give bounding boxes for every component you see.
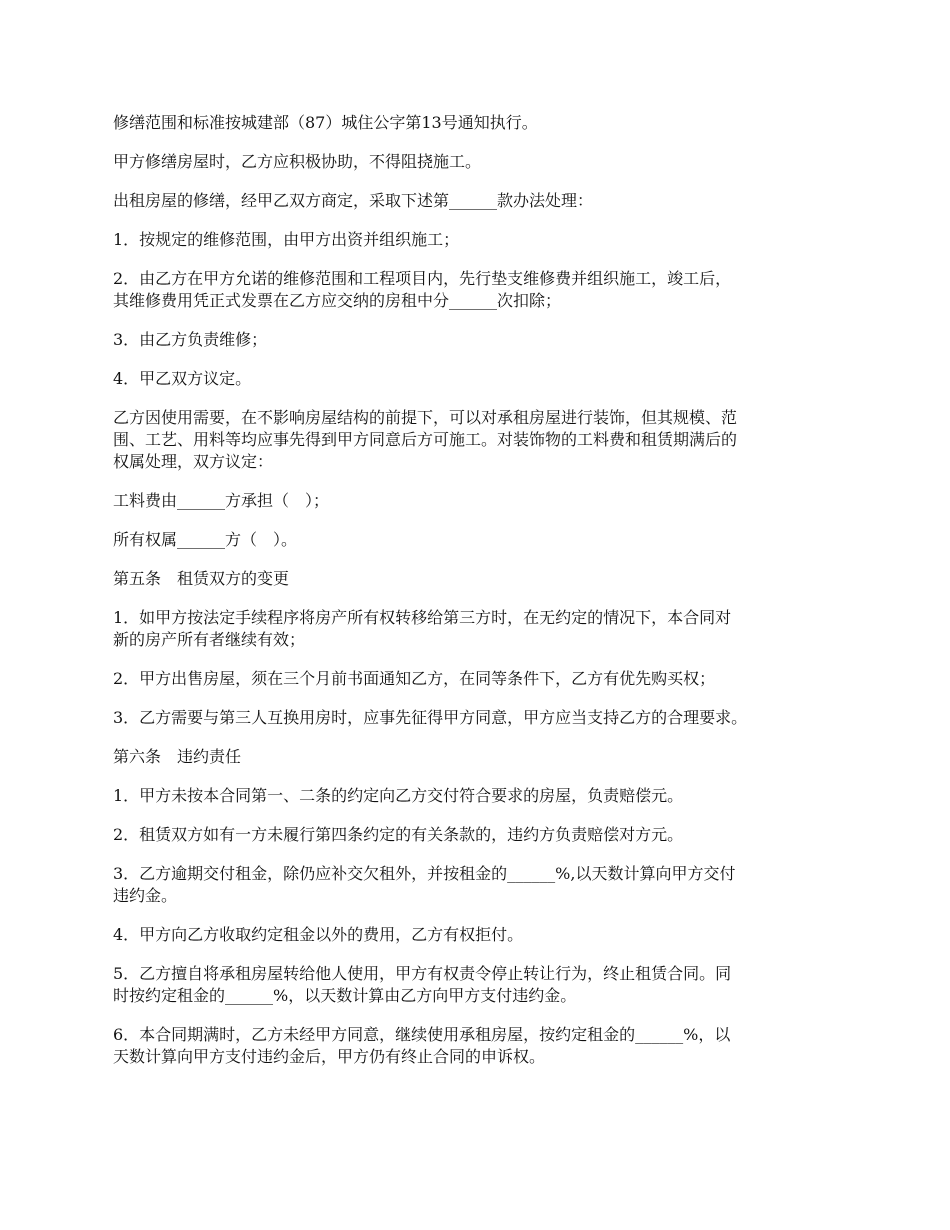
text-line: 3．由乙方负责维修；: [113, 330, 268, 349]
paragraph: [113, 707, 843, 729]
text-line: 围、工艺、用料等均应事先得到甲方同意后方可施工。对装饰物的工料费和租赁期满后的: [113, 430, 738, 449]
paragraph: [113, 368, 843, 390]
paragraph: [113, 746, 843, 768]
text-line: 6．本合同期满时，乙方未经甲方同意，继续使用承租房屋，按约定租金的______%，以: [113, 1025, 731, 1044]
text-line: 甲方修缮房屋时，乙方应积极协助，不得阻挠施工。: [113, 152, 482, 171]
paragraph: [113, 229, 843, 251]
paragraph: [113, 407, 843, 473]
paragraph: [113, 329, 843, 351]
paragraph: [113, 1024, 843, 1068]
text-line: 3．乙方逾期交付租金，除仍应补交欠租外，并按租金的______%,以天数计算向甲方交付: [113, 864, 736, 883]
text-line: 4．甲方向乙方收取约定租金以外的费用，乙方有权拒付。: [113, 925, 524, 944]
paragraph: [113, 607, 843, 651]
text-line: 1．如甲方按法定手续程序将房产所有权转移给第三方时，在无约定的情况下，本合同对: [113, 608, 732, 627]
paragraph: [113, 568, 843, 590]
paragraph: [113, 785, 843, 807]
text-line: 2．租赁双方如有一方未履行第四条约定的有关条款的，违约方负责赔偿对方元。: [113, 825, 684, 844]
text-line: 4．甲乙双方议定。: [113, 369, 252, 388]
paragraph: [113, 924, 843, 946]
text-line: 出租房屋的修缮，经甲乙双方商定，采取下述第______款办法处理：: [113, 191, 594, 210]
paragraph: [113, 268, 843, 312]
text-line: 1．按规定的维修范围，由甲方出资并组织施工；: [113, 230, 460, 249]
text-line: 5．乙方擅自将承租房屋转给他人使用，甲方有权责令停止转让行为，终止租赁合同。同: [113, 964, 732, 983]
paragraph: [113, 112, 843, 134]
text-line: 其维修费用凭正式发票在乙方应交纳的房租中分______次扣除；: [113, 291, 562, 310]
text-line: 新的房产所有者继续有效；: [113, 630, 306, 649]
text-line: 权属处理，双方议定：: [113, 452, 274, 471]
text-line: 第五条 租赁双方的变更: [113, 569, 290, 588]
paragraph: [113, 863, 843, 907]
text-line: 3．乙方需要与第三人互换用房时，应事先征得甲方同意，甲方应当支持乙方的合理要求。: [113, 708, 748, 727]
text-line: 1．甲方未按本合同第一、二条的约定向乙方交付符合要求的房屋，负责赔偿元。: [113, 786, 684, 805]
text-line: 第六条 违约责任: [113, 747, 242, 766]
paragraph: [113, 963, 843, 1007]
text-line: 时按约定租金的______%，以天数计算由乙方向甲方支付违约金。: [113, 986, 577, 1005]
text-line: 工料费由______方承担（ ）；: [113, 491, 330, 510]
paragraph: [113, 490, 843, 512]
paragraph: [113, 190, 843, 212]
text-line: 所有权属______方（ ）。: [113, 530, 298, 549]
text-line: 2．甲方出售房屋，须在三个月前书面通知乙方，在同等条件下，乙方有优先购买权；: [113, 669, 716, 688]
paragraph: [113, 529, 843, 551]
text-line: 乙方因使用需要，在不影响房屋结构的前提下，可以对承租房屋进行装饰，但其规模、范: [113, 408, 738, 427]
paragraph: [113, 151, 843, 173]
paragraph: [113, 824, 843, 846]
text-line: 修缮范围和标准按城建部（87）城住公字第13号通知执行。: [113, 113, 538, 132]
text-line: 违约金。: [113, 886, 178, 905]
text-line: 2．由乙方在甲方允诺的维修范围和工程项目内，先行垫支维修费并组织施工，竣工后，: [113, 269, 732, 288]
paragraph: [113, 668, 843, 690]
document-body: [113, 112, 843, 1085]
text-line: 天数计算向甲方支付违约金后，甲方仍有终止合同的申诉权。: [113, 1047, 546, 1066]
